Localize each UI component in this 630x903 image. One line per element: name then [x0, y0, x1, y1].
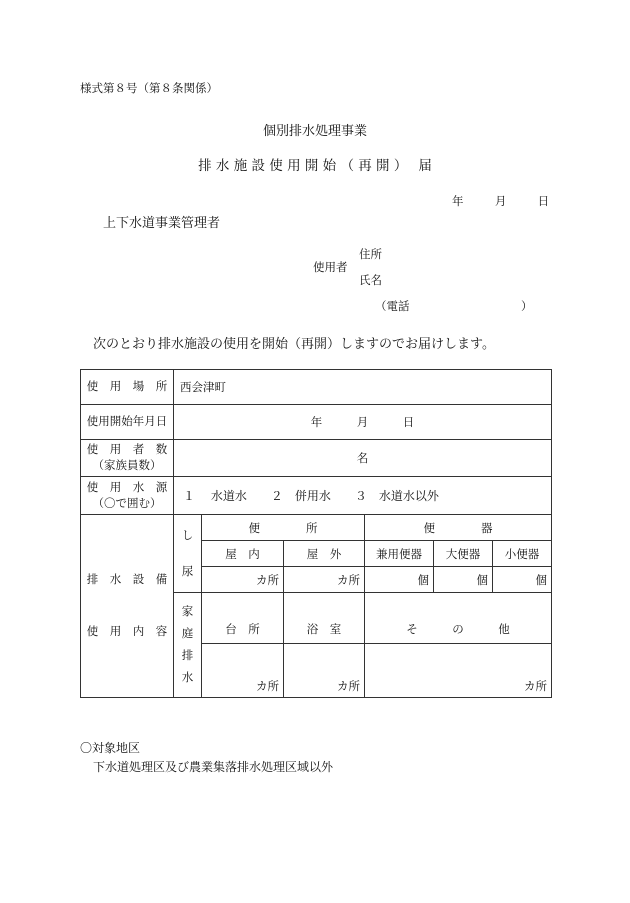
address-label: 住所	[359, 247, 382, 261]
combined-bowl-header: 兼用便器	[365, 541, 434, 567]
document-title-line1: 個別排水処理事業	[262, 124, 367, 139]
target-area-value: 下水道処理区及び農業集落排水処理区域以外	[93, 760, 334, 774]
kitchen-header: 台 所	[202, 593, 284, 644]
equipment-label: 排 水 設 備	[86, 572, 168, 587]
place-label: 使 用 場 所	[81, 370, 174, 405]
indoor-header: 屋 内	[202, 541, 284, 567]
application-table	[80, 369, 552, 698]
other-header: そ の 他	[365, 593, 552, 644]
table-row	[81, 515, 552, 541]
outdoor-header: 屋 外	[284, 541, 365, 567]
toilet-bowl-header: 便 器	[365, 515, 552, 541]
night-soil-label: し 尿	[174, 515, 202, 593]
user-label: 使用者	[313, 260, 348, 274]
date-month: 月	[494, 194, 507, 208]
small-bowl-header: 小便器	[493, 541, 552, 567]
household-drain-label: 家 庭 排 水	[174, 593, 202, 698]
users-label	[81, 440, 174, 477]
small-count-unit: 個	[493, 567, 552, 593]
date-day: 日	[537, 194, 550, 208]
toilet-header: 便 所	[202, 515, 365, 541]
place-value: 西会津町	[174, 370, 552, 405]
bath-header: 浴 室	[284, 593, 365, 644]
usage-label: 使 用 内 容	[86, 624, 168, 638]
form-number: 様式第８号（第８条関係）	[80, 81, 218, 95]
table-row	[81, 405, 552, 440]
combined-count-unit: 個	[365, 567, 434, 593]
water-source-options: １ 水道水 ２ 併用水 ３ 水道水以外	[174, 477, 552, 515]
phone-label: （電話	[375, 299, 410, 313]
indoor-count-unit: カ所	[202, 567, 284, 593]
document-title-line2: 排 水 施 設 使 用 開 始 （ 再 開 ） 届	[198, 158, 432, 174]
large-bowl-header: 大便器	[434, 541, 493, 567]
phone-close-paren: ）	[521, 299, 533, 313]
outdoor-count-unit: カ所	[284, 567, 365, 593]
bath-count-unit: カ所	[284, 644, 365, 698]
kitchen-count-unit: カ所	[202, 644, 284, 698]
name-label: 氏名	[359, 273, 382, 287]
water-source-label-line1: 使 用 水 源	[86, 479, 168, 494]
users-label-line1: 使 用 者 数	[86, 442, 168, 457]
start-date-label: 使用開始年月日	[81, 405, 174, 440]
table-row	[81, 370, 552, 405]
equipment-usage-label	[81, 515, 174, 698]
start-date-value: 年 月 日	[174, 405, 552, 440]
submission-date	[452, 193, 549, 209]
addressee: 上下水道事業管理者	[103, 216, 221, 231]
other-count-unit: カ所	[365, 644, 552, 698]
statement: 次のとおり排水施設の使用を開始（再開）しますのでお届けします。	[93, 337, 495, 352]
date-year: 年	[452, 194, 464, 208]
table-row	[81, 440, 552, 477]
users-label-line2: （家族員数）	[92, 458, 162, 472]
users-value: 名	[174, 440, 552, 477]
water-source-label	[81, 477, 174, 515]
water-source-label-line2: （〇で囲む）	[92, 495, 162, 510]
table-row	[81, 477, 552, 515]
large-count-unit: 個	[434, 567, 493, 593]
target-area-label: 〇対象地区	[80, 741, 141, 755]
